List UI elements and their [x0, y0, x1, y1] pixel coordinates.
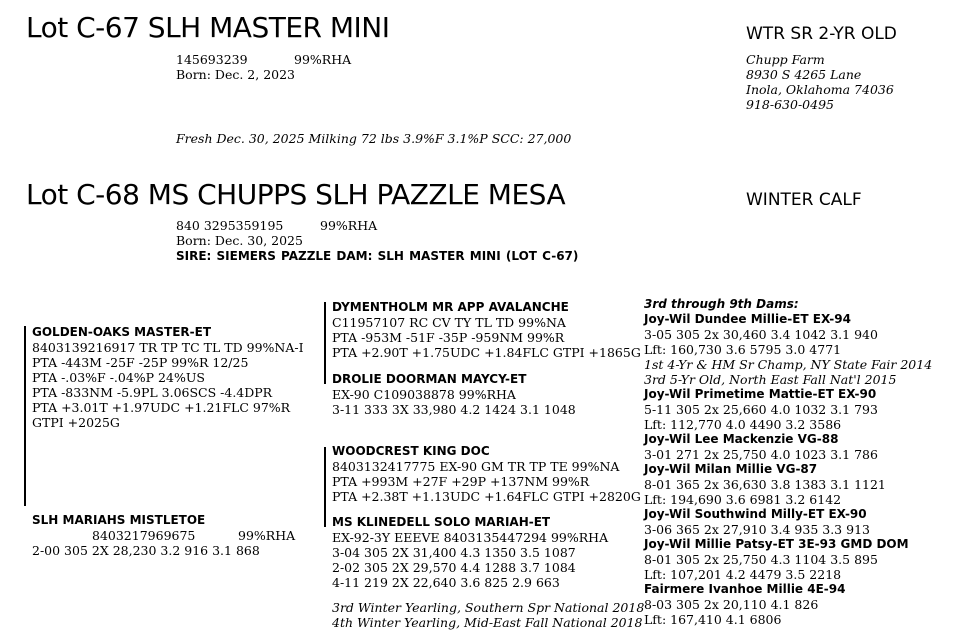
extended-dams-title: 3rd through 9th Dams:	[644, 297, 799, 311]
dam-entry-name: Joy-Wil Dundee Millie-ET EX-94	[644, 312, 851, 326]
dam-entry-lifetime: Lft: 160,730 3.6 5795 3.0 4771	[644, 342, 842, 357]
dam-entry-lifetime: Lft: 167,410 4.1 6806	[644, 612, 782, 627]
dam-entry-name: Joy-Wil Lee Mackenzie VG-88	[644, 432, 839, 446]
sire-block	[32, 325, 304, 430]
sires-dam-block	[332, 372, 576, 417]
dams-dam-line: 2-02 305 2X 29,570 4.4 1288 3.7 1084	[332, 560, 576, 575]
dam-entry-record: 3-01 271 2x 25,750 4.0 1023 3.1 786	[644, 447, 878, 462]
lot-c68-heading: Lot C-68 MS CHUPPS SLH PAZZLE MESA	[26, 178, 566, 211]
dams-dam-line: 3-04 305 2X 31,400 4.3 1350 3.5 1087	[332, 545, 576, 560]
sire-line: GTPI +2025G	[32, 415, 120, 430]
lot-c68-born: Born: Dec. 30, 2025	[176, 233, 303, 248]
dam-entry-record: 8-03 305 2x 20,110 4.1 826	[644, 597, 819, 612]
dam-name: SLH MARIAHS MISTLETOE	[32, 513, 206, 527]
lot-c67-born: Born: Dec. 2, 2023	[176, 67, 296, 82]
dams-sire-line: 8403132417775 EX-90 GM TR TP TE 99%NA	[332, 459, 620, 474]
consignor-phone: 918-630-0495	[746, 97, 834, 112]
dams-sire-block	[332, 444, 641, 504]
dams-dam-honor: 4th Winter Yearling, Mid-East Fall National 2018	[332, 615, 643, 630]
lot-c67-fresh-note: Fresh Dec. 30, 2025 Milking 72 lbs 3.9%F 3.1%P SCC: 27,000	[176, 131, 572, 146]
sires-sire-name: DYMENTHOLM MR APP AVALANCHE	[332, 300, 569, 314]
dam-entry-record: 8-01 365 2x 36,630 3.8 1383 3.1 1121	[644, 477, 886, 492]
dams-dam-block	[332, 515, 608, 590]
pedigree-bracket-left	[24, 326, 26, 506]
dam-entry-honor: 3rd 5-Yr Old, North East Fall Nat'l 2015	[644, 372, 897, 387]
dam-record: 2-00 305 2X 28,230 3.2 916 3.1 868	[32, 543, 260, 558]
dams-sire-line: PTA +2.38T +1.13UDC +1.64FLC GTPI +2820G	[332, 489, 641, 504]
dam-registration: 8403217969675	[92, 528, 196, 543]
dam-entry-lifetime: Lft: 107,201 4.2 4479 3.5 2218	[644, 567, 842, 582]
dam-entry-lifetime: Lft: 194,690 3.6 6981 3.2 6142	[644, 492, 842, 507]
extended-dams-column	[644, 297, 932, 627]
dam-entry-name: Fairmere Ivanhoe Millie 4E-94	[644, 582, 846, 596]
dam-entry-record: 3-06 365 2x 27,910 3.4 935 3.3 913	[644, 522, 870, 537]
lot-c68-category: WINTER CALF	[746, 190, 862, 210]
sire-name: GOLDEN-OAKS MASTER-ET	[32, 325, 212, 339]
dams-dam-honor: 3rd Winter Yearling, Southern Spr National 2018	[332, 600, 645, 615]
pedigree-bracket-sire	[324, 302, 326, 384]
sires-sire-block	[332, 300, 641, 360]
lot-c68-rha: 99%RHA	[320, 218, 378, 233]
dam-entry-record: 3-05 305 2x 30,460 3.4 1042 3.1 940	[644, 327, 878, 342]
pedigree-bracket-dam	[324, 447, 326, 527]
sires-dam-line: 3-11 333 3X 33,980 4.2 1424 3.1 1048	[332, 402, 576, 417]
consignor-street: 8930 S 4265 Lane	[746, 67, 862, 82]
dam-entry-name: Joy-Wil Primetime Mattie-ET EX-90	[644, 387, 877, 401]
sires-dam-line: EX-90 C109038878 99%RHA	[332, 387, 516, 402]
dam-entry-name: Joy-Wil Milan Millie VG-87	[644, 462, 818, 476]
lot-c67-category: WTR SR 2-YR OLD	[746, 24, 897, 44]
dam-entry-record: 8-01 305 2x 25,750 4.3 1104 3.5 895	[644, 552, 878, 567]
dam-rha: 99%RHA	[238, 528, 296, 543]
sire-line: 8403139216917 TR TP TC TL TD 99%NA-I	[32, 340, 304, 355]
consignor-city: Inola, Oklahoma 74036	[746, 82, 894, 97]
lot-c67-rha: 99%RHA	[294, 52, 352, 67]
lot-c67-heading: Lot C-67 SLH MASTER MINI	[26, 11, 390, 44]
dams-dam-line: 4-11 219 2X 22,640 3.6 825 2.9 663	[332, 575, 560, 590]
sires-sire-line: PTA +2.90T +1.75UDC +1.84FLC GTPI +1865G	[332, 345, 641, 360]
sire-line: PTA -443M -25F -25P 99%R 12/25	[32, 355, 249, 370]
sires-sire-line: PTA -953M -51F -35P -959NM 99%R	[332, 330, 565, 345]
sire-dam-line: SIRE: SIEMERS PAZZLE DAM: SLH MASTER MINI (LOT C-67)	[176, 249, 579, 263]
lot-c68-registration: 840 3295359195	[176, 218, 284, 233]
dam-entry-name: Joy-Wil Millie Patsy-ET 3E-93 GMD DOM	[644, 537, 909, 551]
dams-dam-honors	[332, 600, 644, 630]
sires-dam-name: DROLIE DOORMAN MAYCY-ET	[332, 372, 527, 386]
consignor-farm: Chupp Farm	[746, 52, 825, 67]
dam-block	[32, 513, 296, 558]
consignor-address	[746, 52, 894, 112]
dams-dam-line: EX-92-3Y EEEVE 8403135447294 99%RHA	[332, 530, 609, 545]
dams-sire-line: PTA +993M +27F +29P +137NM 99%R	[332, 474, 590, 489]
sire-line: PTA +3.01T +1.97UDC +1.21FLC 97%R	[32, 400, 291, 415]
dams-sire-name: WOODCREST KING DOC	[332, 444, 490, 458]
dam-entry-name: Joy-Wil Southwind Milly-ET EX-90	[644, 507, 867, 521]
sires-sire-line: C11957107 RC CV TY TL TD 99%NA	[332, 315, 566, 330]
lot-c67-registration: 145693239	[176, 52, 248, 67]
dam-entry-honor: 1st 4-Yr & HM Sr Champ, NY State Fair 2014	[644, 357, 933, 372]
dam-entry-lifetime: Lft: 112,770 4.0 4490 3.2 3586	[644, 417, 842, 432]
dam-entry-record: 5-11 305 2x 25,660 4.0 1032 3.1 793	[644, 402, 878, 417]
sire-line: PTA -.03%F -.04%P 24%US	[32, 370, 205, 385]
dams-dam-name: MS KLINEDELL SOLO MARIAH-ET	[332, 515, 551, 529]
sire-line: PTA -833NM -5.9PL 3.06SCS -4.4DPR	[32, 385, 273, 400]
dam-reg-row	[32, 528, 296, 543]
